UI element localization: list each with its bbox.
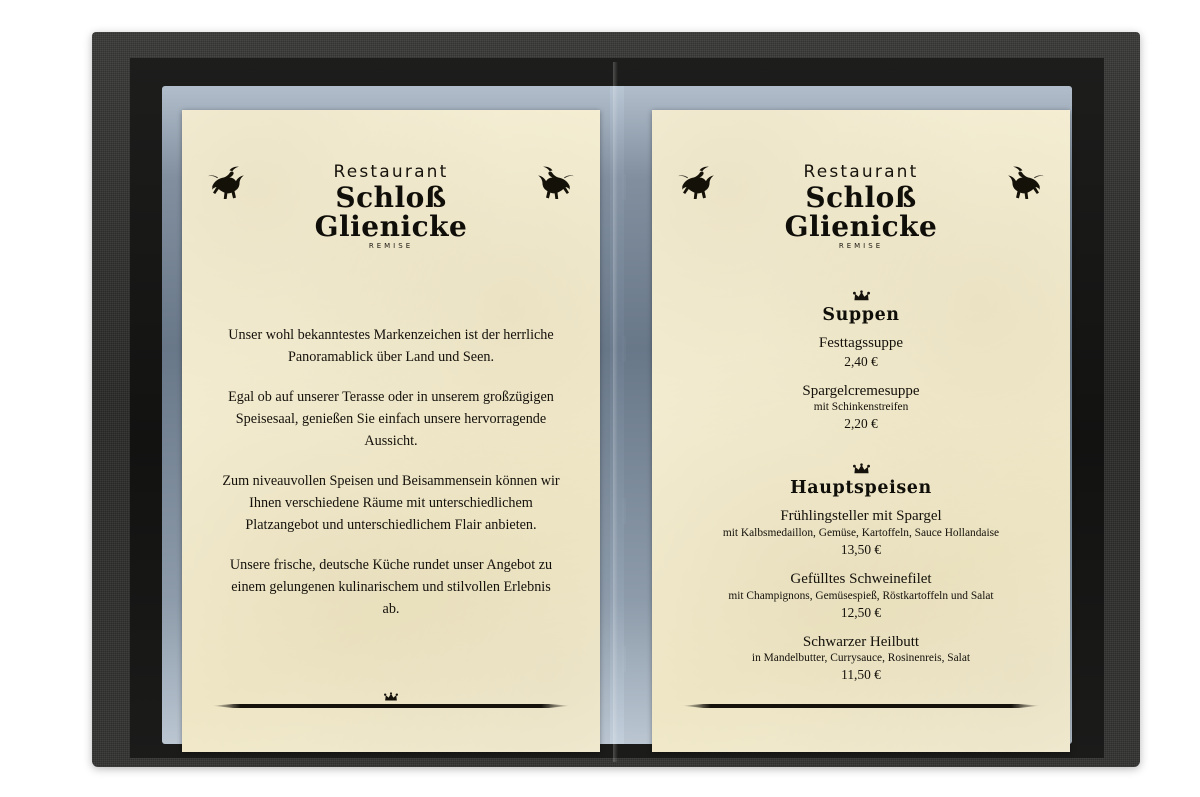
menu-item-description: in Mandelbutter, Currysauce, Rosinenreis, Salat xyxy=(751,652,971,665)
page-footer-ornament-right xyxy=(682,704,1040,708)
footer-rule-line xyxy=(682,704,1040,708)
letterhead-name: Schloß Glienicke xyxy=(784,181,938,244)
pegasus-icon xyxy=(1001,164,1044,204)
crown-icon xyxy=(853,290,870,302)
menu-page-right xyxy=(652,110,1070,752)
pegasus-icon xyxy=(208,164,251,204)
menu-item-name: Schwarzer Heilbutt xyxy=(802,633,920,650)
intro-paragraph: Zum niveauvollen Speisen und Beisammensein können wir Ihnen verschiedene Räume mit unterschiedlichem Platzangebot und unterschiedlichem Flair anbieten. xyxy=(222,472,560,533)
menu-item-price: 2,20 € xyxy=(844,416,878,432)
menu-item-description: mit Kalbsmedaillon, Gemüse, Kartoffeln, Sauce Hollandaise xyxy=(722,527,1000,540)
menu-section-suppen xyxy=(678,290,1044,434)
menu-item-name: Festtagssuppe xyxy=(818,334,904,351)
menu-item-price: 11,50 € xyxy=(841,667,881,683)
menu-section-hauptspeisen xyxy=(678,463,1044,684)
intro-paragraph: Unser wohl bekanntestes Markenzeichen ist der herrliche Panoramablick über Land und Seen. xyxy=(228,326,554,365)
letterhead-name: Schloß Glienicke xyxy=(314,181,468,244)
section-title: Suppen xyxy=(822,304,900,325)
pegasus-icon xyxy=(678,164,721,204)
menu-item-name: Gefülltes Schweinefilet xyxy=(790,570,932,587)
intro-paragraph: Unsere frische, deutsche Küche rundet unser Angebot zu einem gelungenen kulinarischem und stilvollen Erlebnis ab. xyxy=(229,556,553,617)
crown-icon xyxy=(853,463,870,475)
letterhead-restaurant-word: Restaurant xyxy=(803,162,919,182)
menu-item-description: mit Schinkenstreifen xyxy=(813,401,909,414)
menu-sections xyxy=(678,290,1044,685)
menu-item xyxy=(678,334,1044,371)
intro-text-block xyxy=(221,324,561,620)
menu-item xyxy=(678,633,1044,685)
pegasus-icon xyxy=(531,164,574,204)
menu-item xyxy=(678,570,1044,622)
footer-rule-line xyxy=(212,704,570,708)
menu-item-price: 12,50 € xyxy=(840,604,882,620)
menu-item-price: 13,50 € xyxy=(840,541,882,557)
menu-item xyxy=(678,382,1044,434)
menu-item-name: Frühlingsteller mit Spargel xyxy=(780,508,942,525)
menu-item-description: mit Champignons, Gemüsespieß, Röstkartoffeln und Salat xyxy=(728,589,994,602)
menu-page-left xyxy=(182,110,600,752)
letterhead-restaurant-word: Restaurant xyxy=(333,162,449,182)
letterhead-left xyxy=(208,164,574,250)
menu-spine xyxy=(600,62,632,762)
section-title: Hauptspeisen xyxy=(790,478,932,499)
letterhead-right xyxy=(678,164,1044,250)
menu-item-price: 2,40 € xyxy=(844,353,878,369)
letterhead-subtitle: REMISE xyxy=(368,241,414,250)
menu-folder xyxy=(92,32,1140,767)
menu-item-name: Spargelcremesuppe xyxy=(802,382,920,399)
page-footer-ornament-left xyxy=(212,692,570,708)
letterhead-subtitle: REMISE xyxy=(838,241,884,250)
intro-paragraph: Egal ob auf unserer Terasse oder in unserem großzügigen Speisesaal, genießen Sie einfach unsere hervorragende Aussicht. xyxy=(228,388,554,449)
crown-icon xyxy=(384,692,398,702)
menu-item xyxy=(678,507,1044,559)
